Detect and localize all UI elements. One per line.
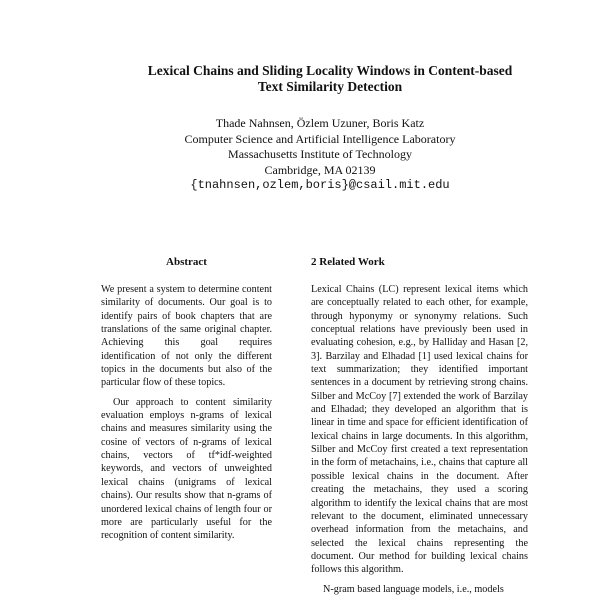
- title-line-1: Lexical Chains and Sliding Locality Windows in Content-based: [147, 63, 513, 78]
- author-email: {tnahnsen,ozlem,boris}@csail.mit.edu: [190, 178, 450, 192]
- author-names: Thade Nahnsen, Özlem Uzuner, Boris Katz: [215, 116, 425, 130]
- left-column: [101, 256, 272, 543]
- abstract-paragraph-2: Our approach to content similarity evaluation employs n-grams of lexical chains and measures similarity using the cosine of vectors of n-grams of lexical chains, vectors of tf*idf-weighted keywords, and vectors of unweighted lexical chains (unigrams of lexical chains). Our results show that n-grams of unordered lexical chains of length four or more are particularly useful for the recognition of content similarity.: [101, 396, 272, 542]
- author-lab: Computer Science and Artificial Intelligence Laboratory: [184, 131, 456, 146]
- related-work-paragraph-2: N-gram based language models, i.e., models: [323, 583, 504, 595]
- related-work-paragraph-1: Lexical Chains (LC) represent lexical items which are conceptually related to each other, for example, through hyponymy or synonymy relations. Such conceptual relations have previously been used in evaluating cohesion, e.g., by Halliday and Hasan [2, 3]. Barzilay and Elhadad [1] used lexical chains for text summarization; they identified important sentences in a document by retrieving strong chains. Silber and McCoy [7] extended the work of Barzilay and Elhadad; they developed an algorithm that is linear in time and space for efficient identification of lexical chains in large documents. In this algorithm, Silber and McCoy first created a text representation in the form of metachains, i.e., chains that capture all possible lexical chains in the document. After creating the metachains, they used a scoring algorithm to identify the lexical chains that are most relevant to the document, eliminated unnecessary overhead information from the metachains, and selected the lexical chains representing the document. Our method for building lexical chains follows this algorithm.: [311, 284, 528, 576]
- right-column: [311, 256, 528, 596]
- author-institute: Massachusetts Institute of Technology: [228, 147, 412, 161]
- title-line-2: Text Similarity Detection: [257, 79, 403, 94]
- abstract-heading: Abstract: [166, 256, 207, 268]
- abstract-paragraph-1: We present a system to determine content similarity of documents. Our goal is to identify pairs of book chapters that are translations of the same original chapter. Achieving this goal requires identification of not only the different topics in the documents but also of the particular flow of these topics.: [101, 284, 272, 389]
- related-work-heading: 2 Related Work: [311, 256, 385, 268]
- author-city: Cambridge, MA 02139: [264, 162, 376, 177]
- author-block: [140, 116, 500, 194]
- paper-title: [120, 63, 540, 95]
